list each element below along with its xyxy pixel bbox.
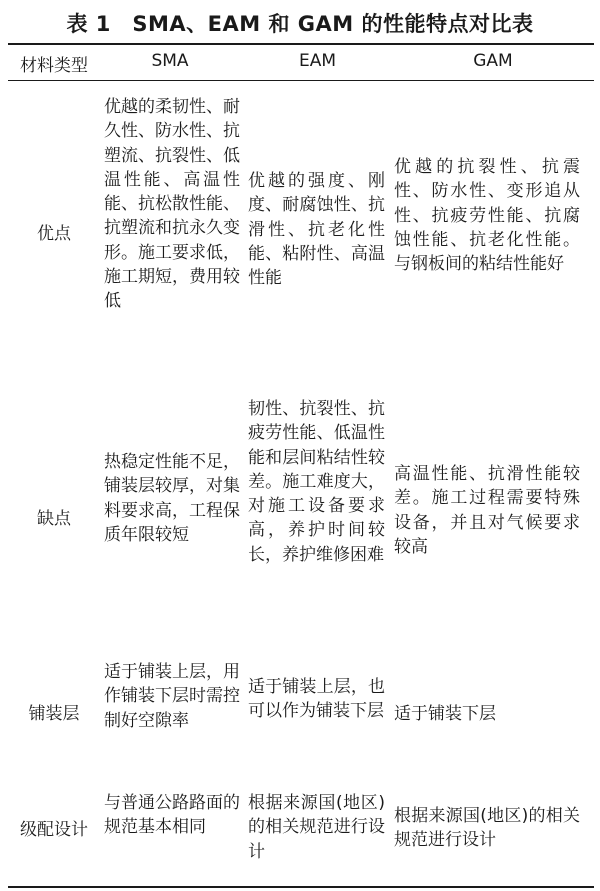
cell-gradation-design-eam: 根据来源国(地区)的相关规范进行设计 (248, 793, 385, 862)
row-label-disadvantages: 缺点 (37, 509, 71, 529)
header-material-type: 材料类型 (20, 56, 88, 76)
table-header-rule (8, 80, 594, 81)
cell-disadvantages-eam: 韧性、抗裂性、抗疲劳性能、低温性能和层间粘结性较差。施工难度大，对施工设备要求高，养护时间较长，养护维修困难 (248, 399, 385, 565)
table-bottom-rule (8, 886, 594, 888)
row-label-paving-layer: 铺装层 (28, 704, 80, 724)
cell-disadvantages-gam: 高温性能、抗滑性能较差。施工过程需要特殊设备，并且对气候要求较高 (394, 464, 580, 557)
cell-disadvantages-sma: 热稳定性能不足，铺装层较厚，对集料要求高，工程保质年限较短 (104, 452, 240, 545)
row-label-gradation-design: 级配设计 (20, 820, 88, 840)
cell-advantages-sma: 优越的柔韧性、耐久性、防水性、抗塑流、抗裂性、低温性能、高温性能、抗松散性能、抗塑流和抗永久变形。施工要求低，施工期短，费用较低 (104, 97, 240, 312)
cell-advantages-gam: 优越的抗裂性、抗震性、防水性、变形追从性、抗疲劳性能、抗腐蚀性能、抗老化性能。与钢板间的粘结性能好 (394, 157, 580, 275)
header-sma: SMA (151, 51, 189, 71)
cell-paving-layer-gam: 适于铺装下层 (394, 704, 496, 724)
header-gam: GAM (473, 51, 513, 71)
cell-paving-layer-sma: 适于铺装上层，用作铺装下层时需控制好空隙率 (104, 662, 240, 731)
table-top-rule (8, 43, 594, 45)
cell-advantages-eam: 优越的强度、刚度、耐腐蚀性、抗滑性、抗老化性能、粘附性、高温性能 (248, 171, 385, 289)
header-eam: EAM (298, 51, 337, 71)
cell-gradation-design-gam: 根据来源国(地区)的相关规范进行设计 (394, 806, 580, 851)
table-caption: 表 1 SMA、EAM 和 GAM 的性能特点对比表 (66, 12, 534, 36)
cell-gradation-design-sma: 与普通公路路面的规范基本相同 (104, 793, 240, 838)
row-label-advantages: 优点 (37, 224, 71, 244)
cell-paving-layer-eam: 适于铺装上层，也可以作为铺装下层 (248, 677, 385, 722)
